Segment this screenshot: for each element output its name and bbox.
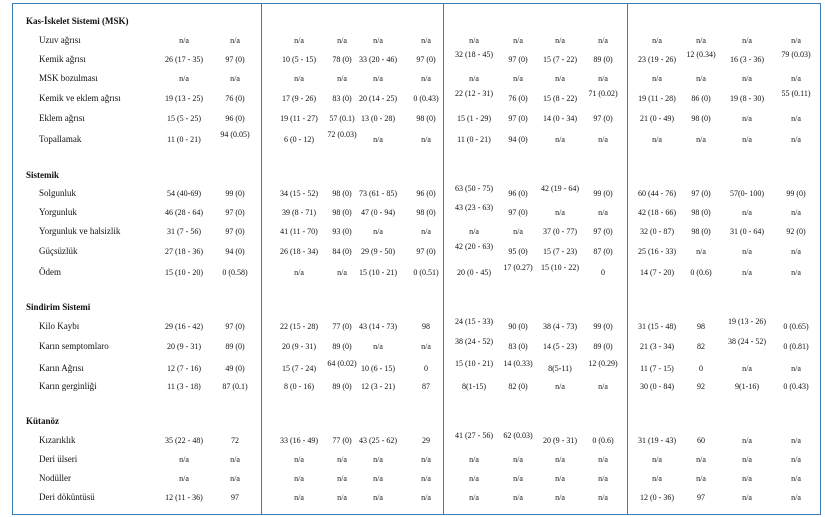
- table-cell: 19 (11 - 28): [638, 93, 676, 103]
- table-cell: 89 (0): [332, 381, 352, 391]
- table-cell: 63 (50 - 75): [455, 184, 493, 193]
- table-cell: n/a: [555, 35, 565, 45]
- table-cell: 78 (0): [332, 54, 352, 64]
- table-cell: 20 (9 - 31): [167, 341, 201, 351]
- table-cell: 89 (0): [332, 341, 352, 351]
- table-cell: 97 (0): [508, 54, 528, 64]
- table-cell: 14 (0 - 34): [543, 113, 577, 123]
- table-cell: n/a: [652, 35, 662, 45]
- table-cell: n/a: [791, 435, 801, 445]
- table-cell: n/a: [696, 454, 706, 464]
- table-cell: 11 (7 - 15): [640, 363, 674, 373]
- table-cell: n/a: [337, 267, 347, 277]
- table-cell: 8(1-15): [462, 381, 486, 391]
- table-cell: 24 (15 - 33): [455, 317, 493, 326]
- table-cell: n/a: [598, 207, 608, 217]
- table-cell: n/a: [696, 473, 706, 483]
- row-label: Güçsüzlük: [39, 246, 78, 256]
- table-cell: n/a: [179, 73, 189, 83]
- table-cell: 9(1-16): [735, 381, 759, 391]
- row-label: Yorgunluk: [39, 207, 77, 217]
- table-cell: n/a: [555, 473, 565, 483]
- table-cell: 97 (0): [593, 113, 613, 123]
- table-cell: n/a: [696, 246, 706, 256]
- table-cell: 97 (0): [691, 188, 711, 198]
- section-title: Kütanöz: [26, 416, 60, 426]
- table-cell: 89 (0): [593, 341, 613, 351]
- table-cell: n/a: [230, 73, 240, 83]
- table-cell: 98 (0): [691, 207, 711, 217]
- table-cell: n/a: [294, 492, 304, 502]
- table-cell: 93 (0): [332, 226, 352, 236]
- table-cell: 97: [697, 492, 705, 502]
- table-cell: n/a: [555, 492, 565, 502]
- table-cell: 87: [422, 381, 430, 391]
- table-cell: 97 (0): [225, 54, 245, 64]
- table-cell: n/a: [598, 134, 608, 144]
- table-cell: 87 (0): [593, 246, 613, 256]
- table-cell: 0 (0.43): [413, 93, 439, 103]
- table-cell: 79 (0.03): [781, 50, 811, 59]
- table-cell: 0 (0.51): [413, 267, 439, 277]
- table-cell: 11 (0 - 21): [457, 134, 491, 144]
- table-cell: 10 (5 - 15): [282, 54, 316, 64]
- table-cell: n/a: [469, 473, 479, 483]
- table-cell: 98 (0): [691, 226, 711, 236]
- table-cell: n/a: [791, 134, 801, 144]
- table-cell: n/a: [294, 454, 304, 464]
- table-cell: 15 (7 - 22): [543, 54, 577, 64]
- table-cell: 87 (0.1): [222, 381, 248, 391]
- table-cell: n/a: [294, 267, 304, 277]
- row-label: Eklem ağrısı: [39, 113, 85, 123]
- table-cell: n/a: [555, 73, 565, 83]
- table-cell: n/a: [791, 492, 801, 502]
- table-cell: 57(0- 100): [730, 188, 764, 198]
- table-cell: 96 (0): [416, 188, 436, 198]
- table-cell: n/a: [742, 473, 752, 483]
- table-cell: 29: [422, 435, 430, 445]
- table-cell: n/a: [513, 473, 523, 483]
- table-cell: 72: [231, 435, 239, 445]
- section-title: Kas-İskelet Sistemi (MSK): [26, 16, 129, 26]
- table-cell: 13 (0 - 28): [361, 113, 395, 123]
- row-label: Uzuv ağrısı: [39, 35, 81, 45]
- table-cell: 22 (15 - 28): [280, 321, 318, 331]
- table-cell: 64 (0.02): [327, 359, 357, 368]
- table-cell: n/a: [179, 35, 189, 45]
- table-cell: 72 (0.03): [327, 130, 357, 139]
- table-cell: 84 (0): [332, 246, 352, 256]
- table-cell: n/a: [555, 381, 565, 391]
- table-cell: n/a: [513, 35, 523, 45]
- table-cell: 31 (0 - 64): [730, 226, 764, 236]
- table-cell: 77 (0): [332, 435, 352, 445]
- table-cell: 33 (16 - 49): [280, 435, 318, 445]
- table-cell: n/a: [373, 35, 383, 45]
- table-cell: n/a: [337, 35, 347, 45]
- table-cell: n/a: [652, 73, 662, 83]
- table-cell: n/a: [791, 246, 801, 256]
- table-cell: 98 (0): [332, 188, 352, 198]
- table-cell: 98: [422, 321, 430, 331]
- table-cell: 20 (0 - 45): [457, 267, 491, 277]
- table-cell: n/a: [598, 492, 608, 502]
- table-cell: n/a: [742, 454, 752, 464]
- table-cell: 12 (3 - 21): [361, 381, 395, 391]
- row-label: Yorgunluk ve halsizlik: [39, 226, 121, 236]
- table-cell: 29 (9 - 50): [361, 246, 395, 256]
- table-cell: n/a: [513, 454, 523, 464]
- table-cell: 30 (0 - 84): [640, 381, 674, 391]
- table-cell: n/a: [742, 73, 752, 83]
- table-cell: 60 (44 - 76): [638, 188, 676, 198]
- table-cell: 97 (0): [225, 207, 245, 217]
- table-cell: 31 (7 - 56): [167, 226, 201, 236]
- table-cell: n/a: [421, 73, 431, 83]
- row-label: Kemik ve eklem ağrısı: [39, 93, 121, 103]
- table-cell: 42 (20 - 63): [455, 242, 493, 251]
- table-cell: 19 (13 - 25): [165, 93, 203, 103]
- table-cell: n/a: [742, 363, 752, 373]
- table-cell: 60: [697, 435, 705, 445]
- table-cell: n/a: [696, 73, 706, 83]
- table-cell: 98 (0): [416, 113, 436, 123]
- table-cell: 19 (11 - 27): [280, 113, 318, 123]
- table-cell: n/a: [373, 134, 383, 144]
- table-cell: 19 (8 - 30): [730, 93, 764, 103]
- table-cell: n/a: [598, 35, 608, 45]
- bottom-rule: [12, 514, 821, 515]
- table-cell: n/a: [652, 454, 662, 464]
- table-cell: 0 (0.58): [222, 267, 248, 277]
- row-label: Topallamak: [39, 134, 82, 144]
- table-cell: 38 (24 - 52): [455, 337, 493, 346]
- row-label: Ödem: [39, 267, 61, 277]
- table-cell: 14 (0.33): [503, 359, 533, 368]
- table-cell: 6 (0 - 12): [284, 134, 314, 144]
- table-cell: 47 (0 - 94): [361, 207, 395, 217]
- table-cell: 0: [699, 363, 703, 373]
- table-cell: 21 (3 - 34): [640, 341, 674, 351]
- table-cell: 32 (18 - 45): [455, 50, 493, 59]
- table-cell: n/a: [742, 35, 752, 45]
- table-cell: 98 (0): [416, 207, 436, 217]
- table-cell: n/a: [555, 134, 565, 144]
- table-cell: 57 (0.1): [329, 113, 355, 123]
- section-title: Sindirim Sistemi: [26, 302, 91, 312]
- column-divider: [443, 3, 444, 515]
- table-cell: 55 (0.11): [781, 89, 811, 98]
- row-label: Deri ülseri: [39, 454, 78, 464]
- table-cell: 94 (0.05): [220, 130, 250, 139]
- table-cell: n/a: [373, 226, 383, 236]
- table-cell: n/a: [598, 381, 608, 391]
- table-cell: 35 (22 - 48): [165, 435, 203, 445]
- table-cell: n/a: [294, 473, 304, 483]
- table-cell: 89 (0): [225, 341, 245, 351]
- table-cell: 96 (0): [225, 113, 245, 123]
- table-cell: 31 (19 - 43): [638, 435, 676, 445]
- table-cell: n/a: [373, 73, 383, 83]
- table-cell: n/a: [421, 454, 431, 464]
- table-cell: 0: [601, 267, 605, 277]
- table-cell: n/a: [791, 473, 801, 483]
- table-cell: n/a: [337, 454, 347, 464]
- table-cell: n/a: [421, 473, 431, 483]
- table-cell: 76 (0): [508, 93, 528, 103]
- table-cell: 21 (0 - 49): [640, 113, 674, 123]
- table-cell: n/a: [230, 454, 240, 464]
- table-cell: 82: [697, 341, 705, 351]
- table-cell: n/a: [421, 492, 431, 502]
- table-cell: 94 (0): [508, 134, 528, 144]
- table-cell: n/a: [791, 35, 801, 45]
- table-cell: 43 (14 - 73): [359, 321, 397, 331]
- table-cell: 94 (0): [225, 246, 245, 256]
- table-cell: n/a: [421, 341, 431, 351]
- table-cell: 37 (0 - 77): [543, 226, 577, 236]
- table-cell: 12 (7 - 16): [167, 363, 201, 373]
- table-cell: n/a: [598, 73, 608, 83]
- table-cell: 26 (18 - 34): [280, 246, 318, 256]
- table-cell: 23 (19 - 26): [638, 54, 676, 64]
- table-cell: 15 (5 - 25): [167, 113, 201, 123]
- table-cell: 90 (0): [508, 321, 528, 331]
- row-label: Kilo Kaybı: [39, 321, 80, 331]
- table-cell: n/a: [337, 473, 347, 483]
- table-cell: 97: [231, 492, 239, 502]
- table-cell: n/a: [598, 454, 608, 464]
- table-cell: 42 (19 - 64): [541, 184, 579, 193]
- table-cell: n/a: [742, 207, 752, 217]
- table-cell: 95 (0): [508, 246, 528, 256]
- table-cell: 17 (0.27): [503, 263, 533, 272]
- row-label: Kemik ağrısı: [39, 54, 86, 64]
- table-cell: 20 (9 - 31): [282, 341, 316, 351]
- table-cell: 12 (0.34): [686, 50, 716, 59]
- table-cell: n/a: [421, 134, 431, 144]
- row-label: Kızarıklık: [39, 435, 76, 445]
- table-cell: 98 (0): [332, 207, 352, 217]
- table-cell: 29 (16 - 42): [165, 321, 203, 331]
- table-cell: 31 (15 - 48): [638, 321, 676, 331]
- section-title: Sistemik: [26, 170, 60, 180]
- table-cell: 15 (7 - 24): [282, 363, 316, 373]
- table-cell: n/a: [469, 492, 479, 502]
- table-cell: 42 (18 - 66): [638, 207, 676, 217]
- table-cell: 62 (0.03): [503, 431, 533, 440]
- table-cell: 15 (10 - 20): [165, 267, 203, 277]
- table-cell: n/a: [513, 226, 523, 236]
- row-label: Karın semptomlaro: [39, 341, 109, 351]
- row-label: Nodüller: [39, 473, 71, 483]
- table-cell: 12 (11 - 36): [165, 492, 203, 502]
- table-cell: 11 (0 - 21): [167, 134, 201, 144]
- table-cell: n/a: [742, 246, 752, 256]
- table-cell: n/a: [230, 473, 240, 483]
- table-cell: 76 (0): [225, 93, 245, 103]
- table-cell: 38 (4 - 73): [543, 321, 577, 331]
- table-cell: n/a: [469, 226, 479, 236]
- table-cell: n/a: [696, 35, 706, 45]
- table-cell: 8(5-11): [548, 363, 572, 373]
- column-divider: [261, 3, 262, 515]
- table-cell: 15 (8 - 22): [543, 93, 577, 103]
- table-cell: 92: [697, 381, 705, 391]
- table-cell: n/a: [179, 454, 189, 464]
- table-cell: 20 (9 - 31): [543, 435, 577, 445]
- table-cell: 86 (0): [691, 93, 711, 103]
- table-cell: 54 (40-69): [167, 188, 201, 198]
- table-cell: n/a: [791, 113, 801, 123]
- row-label: Deri döküntüsü: [39, 492, 95, 502]
- table-cell: 11 (3 - 18): [167, 381, 201, 391]
- table-cell: n/a: [469, 454, 479, 464]
- table-cell: n/a: [469, 73, 479, 83]
- table-cell: 92 (0): [786, 226, 806, 236]
- table-cell: 25 (16 - 33): [638, 246, 676, 256]
- table-cell: 15 (10 - 21): [455, 359, 493, 368]
- table-cell: 99 (0): [593, 188, 613, 198]
- table-cell: n/a: [230, 35, 240, 45]
- table-cell: 97 (0): [225, 321, 245, 331]
- table-cell: 73 (61 - 85): [359, 188, 397, 198]
- table-cell: n/a: [696, 134, 706, 144]
- table-cell: 99 (0): [593, 321, 613, 331]
- table-cell: 49 (0): [225, 363, 245, 373]
- table-cell: 89 (0): [593, 54, 613, 64]
- table-cell: 0 (0.81): [783, 341, 809, 351]
- table-cell: n/a: [598, 473, 608, 483]
- table-cell: 77 (0): [332, 321, 352, 331]
- table-cell: 14 (7 - 20): [640, 267, 674, 277]
- table-cell: 83 (0): [508, 341, 528, 351]
- table-cell: 0 (0.65): [783, 321, 809, 331]
- table-cell: n/a: [294, 35, 304, 45]
- table-cell: n/a: [791, 363, 801, 373]
- table-cell: 8 (0 - 16): [284, 381, 314, 391]
- table-cell: n/a: [791, 207, 801, 217]
- table-cell: 0 (0.6): [690, 267, 712, 277]
- row-label: MSK bozulması: [39, 73, 98, 83]
- table-cell: 10 (6 - 15): [361, 363, 395, 373]
- table-cell: n/a: [179, 473, 189, 483]
- table-cell: 27 (18 - 36): [165, 246, 203, 256]
- table-cell: 41 (27 - 56): [455, 431, 493, 440]
- table-cell: 83 (0): [332, 93, 352, 103]
- table-cell: n/a: [742, 134, 752, 144]
- table-cell: n/a: [555, 207, 565, 217]
- table-cell: n/a: [373, 454, 383, 464]
- table-cell: n/a: [513, 73, 523, 83]
- table-cell: n/a: [373, 473, 383, 483]
- table-cell: n/a: [421, 35, 431, 45]
- table-cell: 97 (0): [508, 207, 528, 217]
- table-cell: n/a: [791, 454, 801, 464]
- table-cell: 14 (5 - 23): [543, 341, 577, 351]
- table-cell: n/a: [373, 492, 383, 502]
- table-cell: n/a: [742, 492, 752, 502]
- table-cell: n/a: [652, 473, 662, 483]
- table-cell: 97 (0): [593, 226, 613, 236]
- table-cell: 34 (15 - 52): [280, 188, 318, 198]
- table-cell: 0 (0.43): [783, 381, 809, 391]
- table-cell: 33 (20 - 46): [359, 54, 397, 64]
- table-cell: n/a: [421, 226, 431, 236]
- table-cell: 15 (1 - 29): [457, 113, 491, 123]
- table-cell: 99 (0): [225, 188, 245, 198]
- table-cell: n/a: [513, 492, 523, 502]
- table-cell: 20 (14 - 25): [359, 93, 397, 103]
- table-cell: n/a: [337, 73, 347, 83]
- table-cell: 43 (25 - 62): [359, 435, 397, 445]
- table-cell: 98: [697, 321, 705, 331]
- table-cell: 15 (7 - 23): [543, 246, 577, 256]
- row-label: Solgunluk: [39, 188, 77, 198]
- row-label: Karın Ağrısı: [39, 363, 84, 373]
- table-cell: n/a: [742, 113, 752, 123]
- table-cell: 22 (12 - 31): [455, 89, 493, 98]
- table-cell: 82 (0): [508, 381, 528, 391]
- row-label: Karın gerginliği: [39, 381, 97, 391]
- table-cell: 0 (0.6): [592, 435, 614, 445]
- table-cell: 96 (0): [508, 188, 528, 198]
- table-cell: 15 (10 - 22): [541, 263, 579, 272]
- table-cell: n/a: [742, 267, 752, 277]
- table-cell: 97 (0): [416, 246, 436, 256]
- table-cell: n/a: [791, 73, 801, 83]
- table-cell: n/a: [337, 492, 347, 502]
- table-cell: n/a: [555, 454, 565, 464]
- table-cell: n/a: [294, 73, 304, 83]
- table-cell: 71 (0.02): [588, 89, 618, 98]
- table-cell: 16 (3 - 36): [730, 54, 764, 64]
- table-cell: 98 (0): [691, 113, 711, 123]
- table-cell: 0: [424, 363, 428, 373]
- table-cell: 46 (28 - 64): [165, 207, 203, 217]
- table-cell: 19 (13 - 26): [728, 317, 766, 326]
- table-cell: 41 (11 - 70): [280, 226, 318, 236]
- table-cell: 12 (0.29): [588, 359, 618, 368]
- table-cell: 32 (0 - 87): [640, 226, 674, 236]
- table-cell: 99 (0): [786, 188, 806, 198]
- table-cell: 39 (8 - 71): [282, 207, 316, 217]
- table-cell: n/a: [652, 134, 662, 144]
- table-cell: n/a: [742, 435, 752, 445]
- table-cell: 38 (24 - 52): [728, 337, 766, 346]
- table-cell: 12 (0 - 36): [640, 492, 674, 502]
- table-cell: 97 (0): [225, 226, 245, 236]
- table-cell: 17 (9 - 26): [282, 93, 316, 103]
- table-cell: n/a: [469, 35, 479, 45]
- table-cell: 97 (0): [508, 113, 528, 123]
- table-cell: 43 (23 - 63): [455, 203, 493, 212]
- table-cell: n/a: [373, 341, 383, 351]
- table-cell: 97 (0): [416, 54, 436, 64]
- table-cell: 26 (17 - 35): [165, 54, 203, 64]
- table-cell: 15 (10 - 21): [359, 267, 397, 277]
- table-cell: n/a: [791, 267, 801, 277]
